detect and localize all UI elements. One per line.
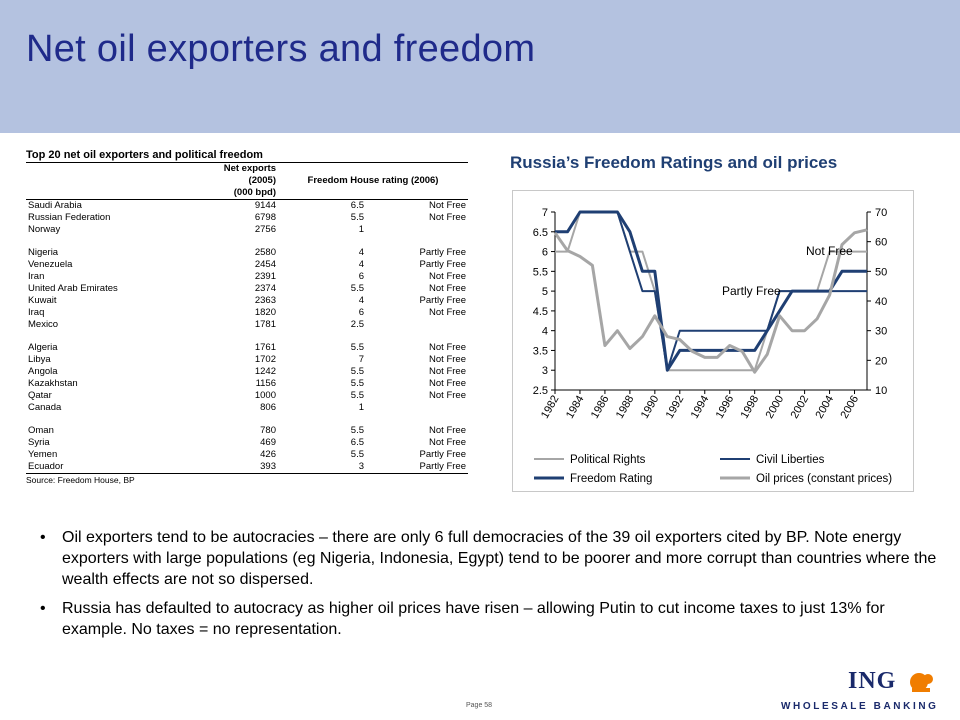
cell-rating: 1 <box>358 402 364 413</box>
table-row <box>26 378 468 390</box>
cell-status: Not Free <box>429 271 466 282</box>
table-row <box>26 307 468 319</box>
cell-rating: 6.5 <box>350 200 364 211</box>
table-row <box>26 461 468 473</box>
cell-country: Iran <box>28 271 45 282</box>
cell-status: Partly Free <box>419 461 466 472</box>
x-tick-label: 1992 <box>663 393 687 421</box>
table-row <box>26 212 468 224</box>
header-rating: Freedom House rating (2006) <box>307 175 439 186</box>
cell-exports: 426 <box>260 449 276 460</box>
table-caption: Top 20 net oil exporters and political freedom <box>26 149 468 163</box>
cell-status: Not Free <box>429 366 466 377</box>
table-row <box>26 259 468 271</box>
bullet-dot: • <box>40 600 46 617</box>
cell-country: Nigeria <box>28 247 59 258</box>
cell-status: Partly Free <box>419 247 466 258</box>
table-row <box>26 402 468 414</box>
x-tick-label: 2004 <box>813 393 837 421</box>
y-right-tick-label: 60 <box>875 236 888 249</box>
bullet-list <box>40 527 940 648</box>
legend-label: Oil prices (constant prices) <box>756 473 893 485</box>
cell-country: Libya <box>28 354 51 365</box>
y-right-tick-label: 30 <box>875 325 888 338</box>
cell-rating: 5.5 <box>350 449 364 460</box>
y-left-tick-label: 6.5 <box>532 226 548 239</box>
chart-title: Russia’s Freedom Ratings and oil prices <box>510 153 838 172</box>
cell-rating: 4 <box>358 247 364 258</box>
table-spacer <box>26 414 468 425</box>
cell-exports: 780 <box>260 425 276 436</box>
cell-status: Not Free <box>429 283 466 294</box>
cell-exports: 2580 <box>254 247 276 258</box>
y-right-tick-label: 20 <box>875 355 888 368</box>
cell-exports: 1242 <box>254 366 276 377</box>
cell-rating: 6 <box>358 271 364 282</box>
cell-status: Not Free <box>429 307 466 318</box>
cell-rating: 6.5 <box>350 437 364 448</box>
page-title: Net oil exporters and freedom <box>26 28 536 70</box>
y-left-tick-label: 4.5 <box>532 305 548 318</box>
cell-status: Not Free <box>429 354 466 365</box>
cell-exports: 469 <box>260 437 276 448</box>
cell-country: Norway <box>28 224 61 235</box>
table-spacer <box>26 331 468 342</box>
ing-logo: ING <box>848 668 897 694</box>
cell-rating: 2.5 <box>350 319 364 330</box>
lion-logo-icon <box>906 670 936 696</box>
cell-rating: 5.5 <box>350 425 364 436</box>
table-row <box>26 342 468 354</box>
cell-country: Kazakhstan <box>28 378 78 389</box>
cell-exports: 393 <box>260 461 276 472</box>
y-left-tick-label: 2.5 <box>532 385 548 397</box>
cell-country: Angola <box>28 366 58 377</box>
x-tick-label: 1990 <box>638 393 662 421</box>
cell-country: Russian Federation <box>28 212 111 223</box>
cell-exports: 1820 <box>254 307 276 318</box>
header-exports-unit: (000 bpd) <box>200 187 278 200</box>
cell-status: Partly Free <box>419 449 466 460</box>
cell-rating: 4 <box>358 295 364 306</box>
table-header-row <box>26 163 468 175</box>
cell-country: Mexico <box>28 319 59 330</box>
y-left-tick-label: 7 <box>541 207 548 219</box>
cell-status: Partly Free <box>419 259 466 270</box>
x-tick-label: 1988 <box>613 393 637 421</box>
header-exports-year: (2005) <box>248 175 276 186</box>
y-right-tick-label: 50 <box>875 266 888 279</box>
x-tick-label: 1998 <box>738 393 762 421</box>
cell-rating: 4 <box>358 259 364 270</box>
table-spacer <box>26 236 468 247</box>
bullet-text: Oil exporters tend to be autocracies – there are only 6 full democracies of the 39 oil exporters cited by BP. Note energy exporters with large populations (eg Nigeria, Indonesia, Egypt) tend to be poorer and more corrupt than countries where the wealth effects are not so dispersed. <box>62 529 937 588</box>
cell-exports: 2454 <box>254 259 276 270</box>
x-tick-label: 1986 <box>588 393 612 421</box>
cell-exports: 1000 <box>254 390 276 401</box>
table-row <box>26 271 468 283</box>
cell-exports: 1761 <box>254 342 276 353</box>
cell-country: Ecuador <box>28 461 64 472</box>
table-row <box>26 449 468 461</box>
cell-country: Canada <box>28 402 62 413</box>
y-left-tick-label: 6 <box>541 246 548 259</box>
table-row <box>26 366 468 378</box>
cell-exports: 806 <box>260 402 276 413</box>
cell-exports: 2756 <box>254 224 276 235</box>
y-left-tick-label: 5.5 <box>532 266 548 279</box>
cell-status <box>366 402 468 414</box>
freedom-oil-chart <box>512 190 912 490</box>
cell-rating: 5.5 <box>350 378 364 389</box>
x-tick-label: 1996 <box>713 393 737 421</box>
cell-rating: 5.5 <box>350 342 364 353</box>
cell-country: Syria <box>28 437 50 448</box>
bullet-item <box>40 527 940 590</box>
x-tick-label: 1994 <box>688 393 712 421</box>
cell-country: Venezuela <box>28 259 73 270</box>
table-row <box>26 390 468 402</box>
cell-exports: 1156 <box>255 378 276 389</box>
table-row <box>26 283 468 295</box>
cell-country: Iraq <box>28 307 45 318</box>
cell-exports: 1702 <box>254 354 276 365</box>
annotation-partly-free: Partly Free <box>722 284 781 298</box>
table-row <box>26 224 468 236</box>
cell-country: Algeria <box>28 342 58 353</box>
cell-status: Not Free <box>429 200 466 211</box>
cell-country: United Arab Emirates <box>28 283 118 294</box>
bullet-dot: • <box>40 529 46 546</box>
cell-exports: 2374 <box>254 283 276 294</box>
tagline: WHOLESALE BANKING <box>781 701 939 712</box>
table-source: Source: Freedom House, BP <box>26 473 468 485</box>
cell-country: Qatar <box>28 390 52 401</box>
y-left-tick-label: 3 <box>541 365 548 378</box>
table-row <box>26 354 468 366</box>
cell-rating: 5.5 <box>350 390 364 401</box>
cell-status: Not Free <box>429 212 466 223</box>
table-grid <box>26 163 468 473</box>
x-tick-label: 1984 <box>563 393 587 421</box>
cell-rating: 5.5 <box>350 212 364 223</box>
cell-rating: 3 <box>358 461 364 472</box>
cell-status: Not Free <box>429 342 466 353</box>
cell-status <box>366 319 468 331</box>
legend-label: Freedom Rating <box>570 473 653 485</box>
x-tick-label: 2002 <box>788 393 812 421</box>
table-row <box>26 319 468 331</box>
y-left-tick-label: 5 <box>541 286 548 299</box>
x-tick-label: 2006 <box>838 393 862 421</box>
table-row <box>26 295 468 307</box>
cell-rating: 6 <box>358 307 364 318</box>
y-right-tick-label: 40 <box>875 296 888 308</box>
cell-country: Oman <box>28 425 54 436</box>
table-row <box>26 437 468 449</box>
cell-status: Not Free <box>429 425 466 436</box>
cell-exports: 1781 <box>254 319 276 330</box>
cell-rating: 5.5 <box>350 366 364 377</box>
cell-exports: 6798 <box>254 212 276 223</box>
cell-status <box>366 224 468 236</box>
table-header-row <box>26 175 468 187</box>
cell-rating: 7 <box>358 354 364 365</box>
y-left-tick-label: 4 <box>541 325 548 338</box>
bullet-item <box>40 598 940 640</box>
x-tick-label: 2000 <box>763 393 787 421</box>
bullet-text: Russia has defaulted to autocracy as higher oil prices have risen – allowing Putin to cut income taxes to just 13% for example. No taxes = no representation. <box>62 600 885 638</box>
y-right-tick-label: 70 <box>875 207 888 219</box>
y-right-tick-label: 10 <box>875 385 888 397</box>
cell-exports: 2391 <box>254 271 276 282</box>
table-row <box>26 425 468 437</box>
exporters-table <box>26 149 468 485</box>
y-left-tick-label: 3.5 <box>532 345 548 358</box>
cell-rating: 1 <box>358 224 364 235</box>
cell-status: Partly Free <box>419 295 466 306</box>
header-exports: Net exports <box>223 163 276 174</box>
cell-country: Yemen <box>28 449 58 460</box>
series-line-2 <box>555 212 867 370</box>
x-tick-label: 1982 <box>538 393 562 421</box>
cell-status: Not Free <box>429 390 466 401</box>
table-header-row <box>26 187 468 200</box>
legend-label: Political Rights <box>570 454 646 466</box>
legend-label: Civil Liberties <box>756 454 825 466</box>
table-row <box>26 247 468 259</box>
table-row <box>26 200 468 213</box>
cell-exports: 9144 <box>254 200 276 211</box>
cell-status: Not Free <box>429 378 466 389</box>
cell-rating: 5.5 <box>350 283 364 294</box>
cell-status: Not Free <box>429 437 466 448</box>
cell-country: Saudi Arabia <box>28 200 82 211</box>
cell-exports: 2363 <box>254 295 276 306</box>
annotation-not-free: Not Free <box>806 244 853 258</box>
page-number: Page 58 <box>466 702 493 709</box>
cell-country: Kuwait <box>28 295 57 306</box>
